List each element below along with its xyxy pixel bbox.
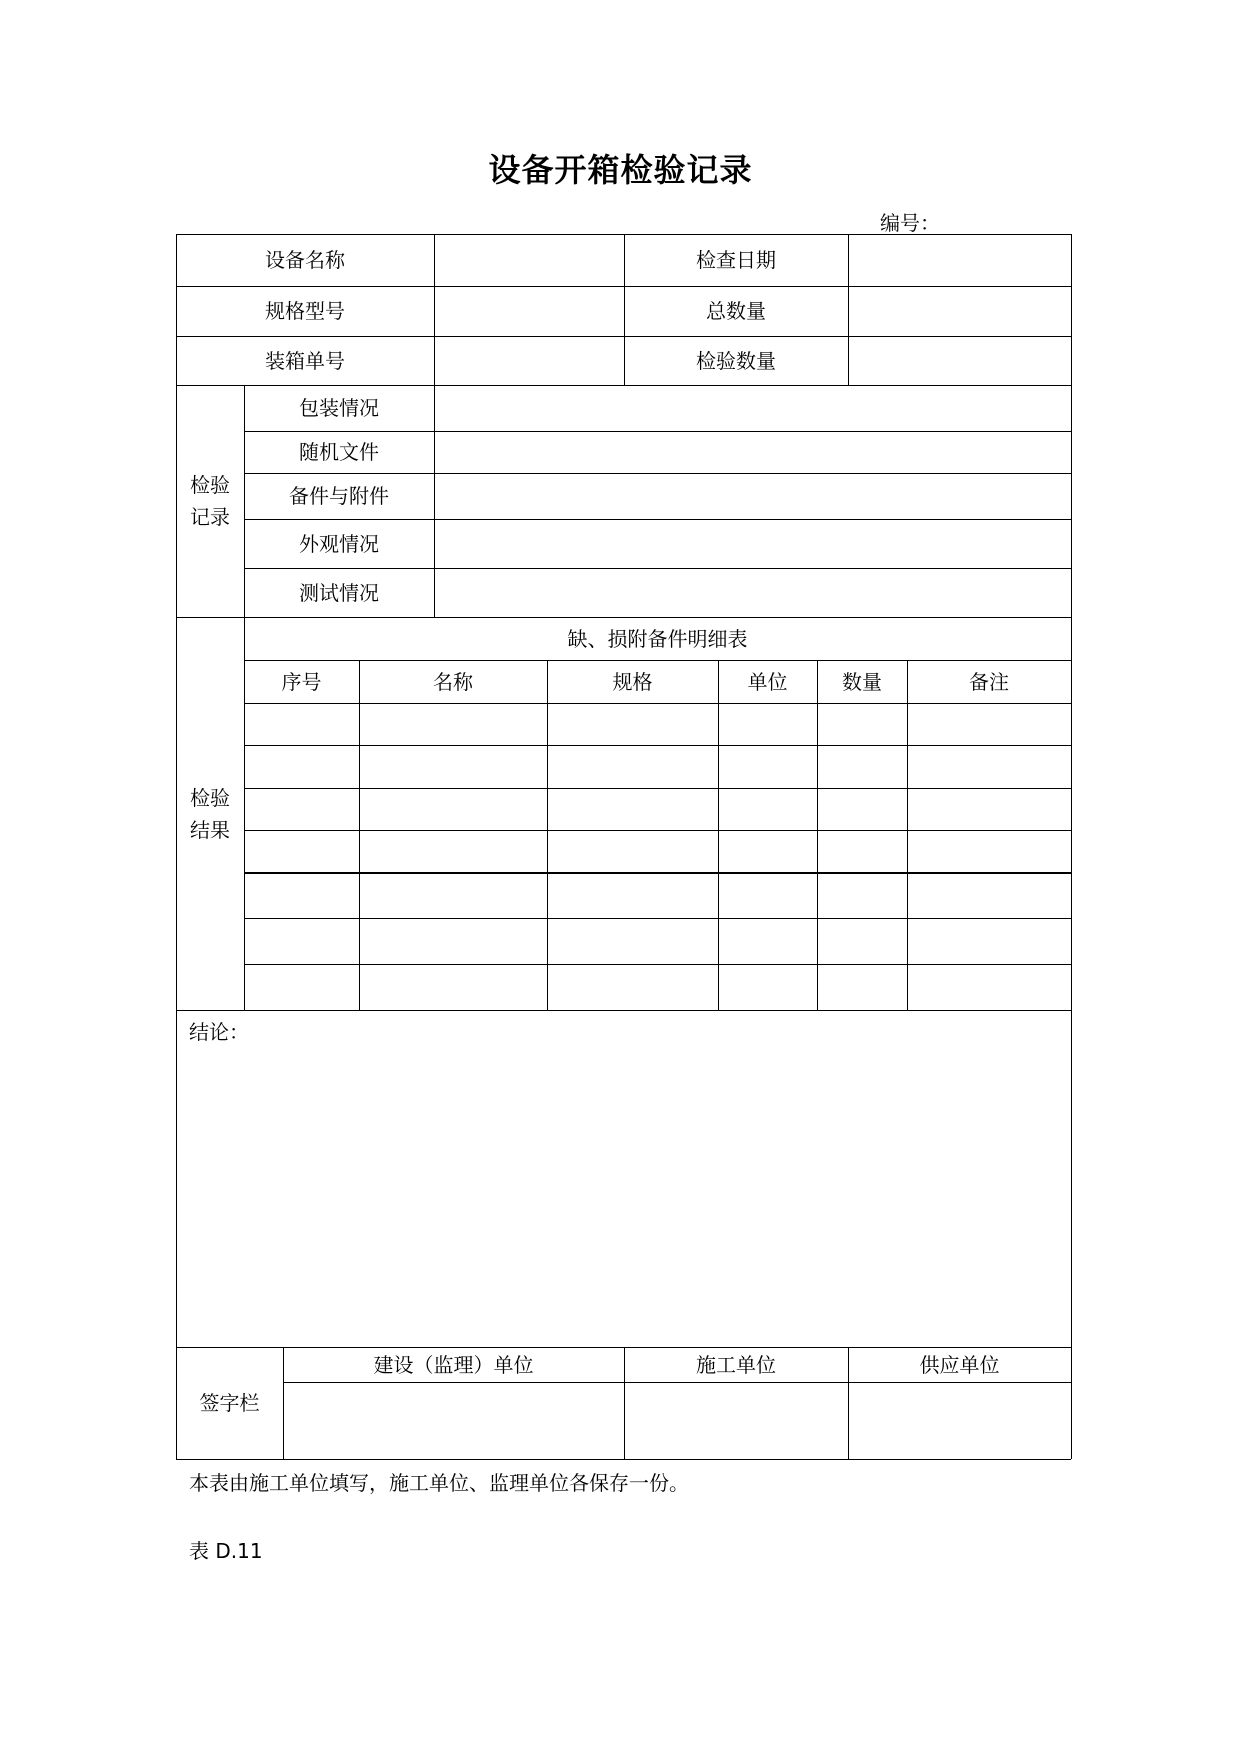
doc-number-label: 编号： [880,211,940,235]
signature-box-owner-supervisor[interactable] [283,1382,624,1459]
spec-model-label: 规格型号 [265,299,345,323]
signature-box-supplier[interactable] [848,1382,1071,1459]
total-qty-label: 总数量 [706,299,766,323]
signature-column-contractor: 施工单位 [696,1352,776,1377]
equipment-name-label: 设备名称 [265,248,345,272]
inspection-record-label-line1: 检验 [190,473,230,497]
signature-column-owner-supervisor: 建设（监理）单位 [373,1352,534,1377]
signature-column-supplier: 供应单位 [919,1352,1000,1377]
record-item-testing: 测试情况 [299,580,379,605]
footer-note: 本表由施工单位填写，施工单位、监理单位各保存一份。 [189,1471,689,1495]
record-item-packaging: 包装情况 [299,396,379,420]
record-item-appearance: 外观情况 [299,531,379,556]
signature-label: 签字栏 [199,1391,260,1415]
check-date-label: 检查日期 [696,248,776,272]
equipment-name-value[interactable] [434,234,624,286]
inspection-result-label-line2: 结果 [190,817,230,842]
column-header-no: 序号 [281,669,322,694]
spec-model-value[interactable] [434,286,624,336]
inspect-qty-value[interactable] [848,336,1071,385]
column-header-unit: 单位 [747,669,788,694]
conclusion-label: 结论： [189,1020,249,1044]
detail-table-title: 缺、损附备件明细表 [567,626,748,651]
page-title: 设备开箱检验记录 [488,151,753,189]
column-header-spec: 规格 [612,669,653,694]
conclusion-field[interactable] [189,1016,1059,1336]
record-item-documents: 随机文件 [299,440,379,464]
total-qty-value[interactable] [848,286,1071,336]
inspect-qty-label: 检验数量 [696,348,776,373]
signature-box-contractor[interactable] [624,1382,848,1459]
column-header-name: 名称 [433,669,473,694]
inspection-result-label [176,617,244,1010]
inspection-result-label-line1: 检验 [190,785,230,810]
record-item-spares: 备件与附件 [289,484,389,508]
packing-list-no-value[interactable] [434,336,624,385]
check-date-value[interactable] [848,234,1071,286]
inspection-record-label [176,385,244,617]
packing-list-no-label: 装箱单号 [265,348,345,373]
form-code: 表 D.11 [189,1539,263,1563]
column-header-remarks: 备注 [969,669,1009,694]
column-header-qty: 数量 [842,669,882,694]
inspection-record-label-line2: 记录 [190,505,230,529]
